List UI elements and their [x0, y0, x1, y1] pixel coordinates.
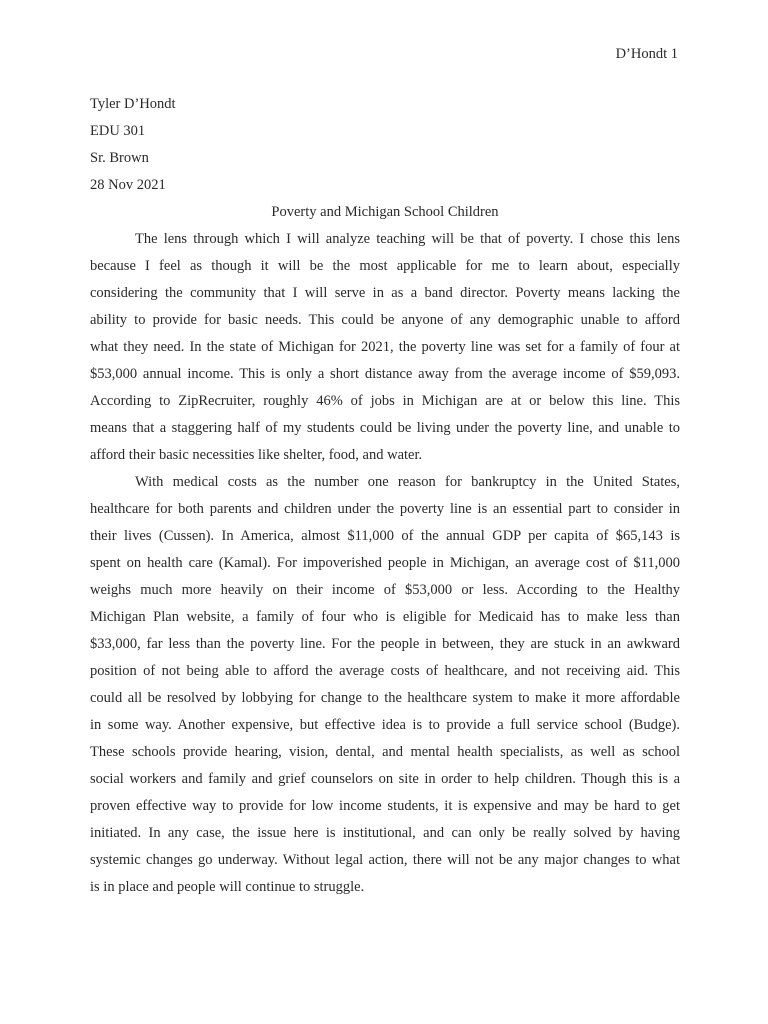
paragraph-line: their lives (Cussen). In America, almost $11,000 of the annual GDP per capita of $65,143 is — [90, 528, 680, 544]
paragraph-1 — [90, 226, 680, 469]
document-date: 28 Nov 2021 — [90, 177, 166, 193]
paragraph-line: considering the community that I will serve in as a band director. Poverty means lacking the — [90, 285, 680, 301]
paragraph-line: weighs much more heavily on their income of $53,000 or less. According to the Healthy — [90, 582, 680, 598]
paragraph-line: social workers and family and grief counselors on site in order to help children. Though this is a — [90, 771, 680, 787]
paragraph-line: ability to provide for basic needs. This could be anyone of any demographic unable to afford — [90, 312, 680, 328]
paragraph-line: is in place and people will continue to struggle. — [90, 879, 365, 895]
paragraph-line: means that a staggering half of my students could be living under the poverty line, and unable to — [90, 420, 680, 436]
document-body — [90, 91, 680, 901]
essay-title: Poverty and Michigan School Children — [271, 204, 499, 220]
instructor-name: Sr. Brown — [90, 150, 149, 166]
paragraph-line: $33,000, far less than the poverty line. For the people in between, they are stuck in an awkward — [90, 636, 680, 652]
paragraph-line: With medical costs as the number one reason for bankruptcy in the United States, — [135, 474, 680, 490]
paragraph-line: The lens through which I will analyze teaching will be that of poverty. I chose this lens — [135, 231, 680, 247]
paragraph-line: healthcare for both parents and children under the poverty line is an essential part to consider in — [90, 501, 680, 517]
paragraph-line: in some way. Another expensive, but effective idea is to provide a full service school (Budge). — [90, 717, 680, 733]
paragraph-line: These schools provide hearing, vision, dental, and mental health specialists, as well as school — [90, 744, 680, 760]
paragraph-line: $53,000 annual income. This is only a short distance away from the average income of $59,093. — [90, 366, 680, 382]
paragraph-line: systemic changes go underway. Without legal action, there will not be any major changes to what — [90, 852, 680, 868]
running-head: D’Hondt 1 — [615, 46, 678, 62]
paragraph-line: initiated. In any case, the issue here is institutional, and can only be really solved by having — [90, 825, 680, 841]
paragraph-line: afford their basic necessities like shelter, food, and water. — [90, 447, 423, 463]
paragraph-line: proven effective way to provide for low income students, it is expensive and may be hard to get — [90, 798, 680, 814]
paragraph-line: According to ZipRecruiter, roughly 46% of jobs in Michigan are at or below this line. This — [90, 393, 680, 409]
paragraph-line: Michigan Plan website, a family of four who is eligible for Medicaid has to make less than — [90, 609, 680, 625]
paragraph-line: what they need. In the state of Michigan for 2021, the poverty line was set for a family of four at — [90, 339, 680, 355]
paragraph-2 — [90, 469, 680, 901]
paragraph-line: could all be resolved by lobbying for change to the healthcare system to make it more affordable — [90, 690, 680, 706]
paragraph-line: position of not being able to afford the average costs of healthcare, and not receiving aid. This — [90, 663, 680, 679]
paragraph-line: spent on health care (Kamal). For impoverished people in Michigan, an average cost of $11,000 — [90, 555, 680, 571]
course-name: EDU 301 — [90, 123, 146, 139]
paragraph-line: because I feel as though it will be the most applicable for me to learn about, especially — [90, 258, 680, 274]
author-name: Tyler D’Hondt — [90, 96, 176, 112]
